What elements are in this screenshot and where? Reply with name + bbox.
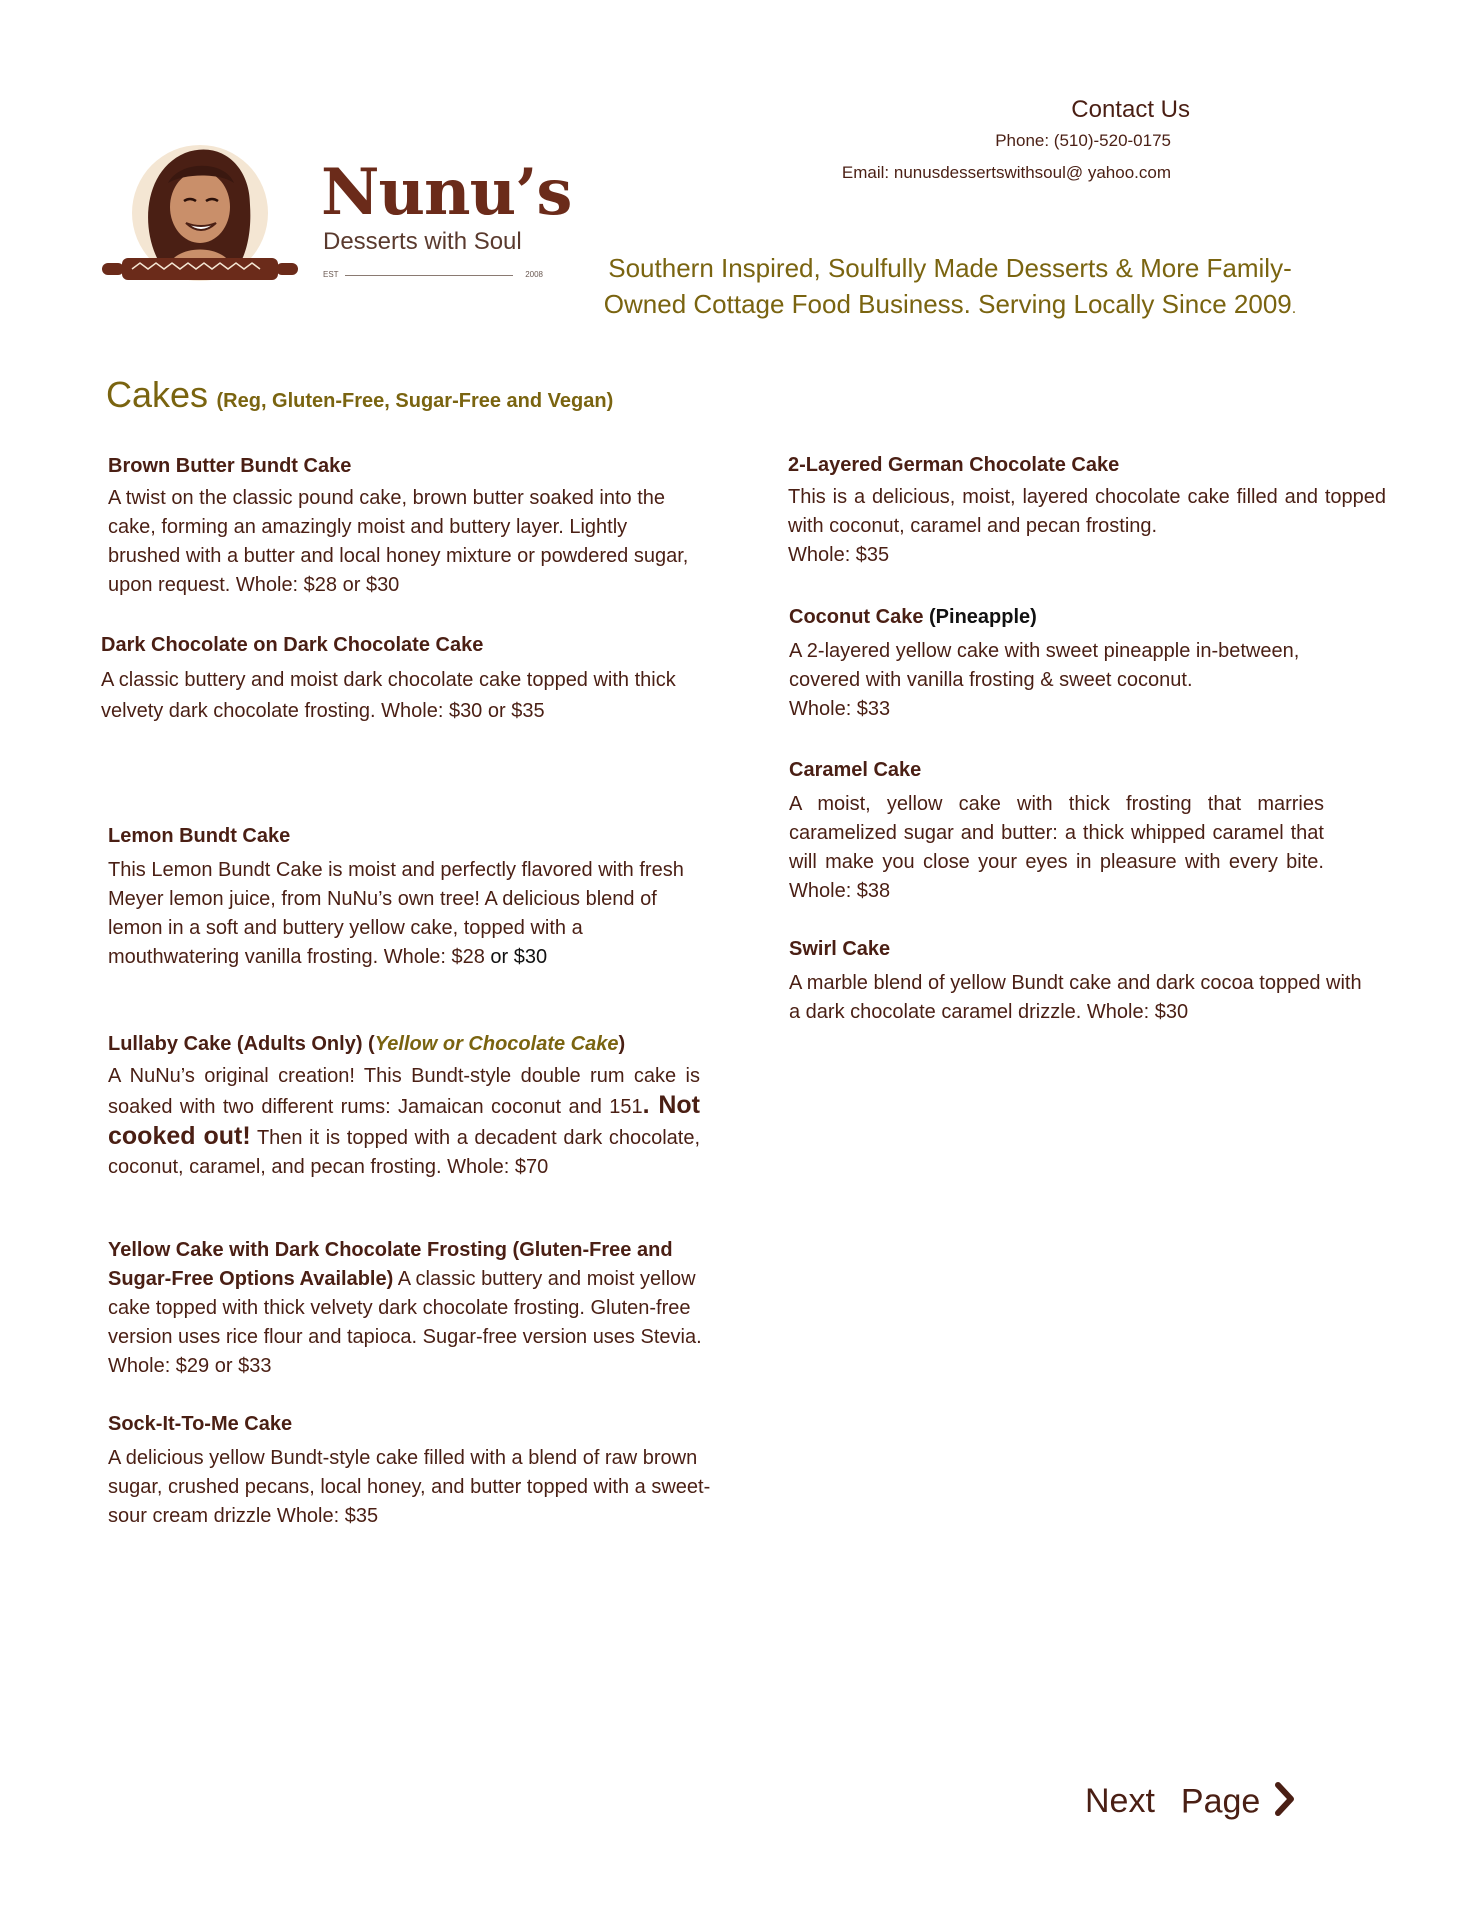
item-name — [108, 1030, 708, 1059]
tagline-line2: Owned Cottage Food Business. Serving Locally Since 2009 — [603, 289, 1292, 319]
section-subtitle: (Reg, Gluten-Free, Sugar-Free and Vegan) — [216, 390, 614, 412]
menu-item-lemon — [108, 822, 708, 972]
item-name: Caramel Cake — [789, 759, 922, 781]
item-name: Lemon Bundt Cake — [108, 825, 291, 847]
tagline-line1: Southern Inspired, Soulfully Made Desserts & More Family- — [608, 253, 1292, 283]
item-name — [789, 603, 1389, 632]
item-name: Yellow Cake with Dark Chocolate Frosting (Gluten-Free and Sugar-Free Options Available) — [108, 1239, 673, 1290]
section-heading — [106, 374, 613, 416]
item-description: A delicious yellow Bundt-style cake filled with a blend of raw brown sugar, crushed pecans, local honey, and butter topped with a sweet-sour cream drizzle Whole: $35 — [108, 1447, 711, 1527]
item-description-text: This Lemon Bundt Cake is moist and perfectly flavored with fresh Meyer lemon juice, from NuNu’s own tree! A delicious blend of lemon in a soft and buttery yellow cake, topped with a mouthwatering vanilla frosting. Whole: $28 — [108, 859, 684, 968]
brand-subtitle: Desserts with Soul — [323, 228, 522, 255]
tagline-period: . — [1291, 300, 1297, 317]
next-label: Next — [1085, 1782, 1155, 1821]
menu-item-caramel — [789, 756, 1349, 906]
next-page-link[interactable] — [1085, 1782, 1296, 1825]
menu-item-german-chocolate — [788, 451, 1388, 570]
item-description: A twist on the classic pound cake, brown butter soaked into the cake, forming an amazingly moist and buttery layer. Lightly brushed with a butter and local honey mixture or powdered sugar, upon request. Whole: $28 or $30 — [108, 487, 689, 596]
item-description — [108, 1062, 700, 1182]
brand-name: Nunu’s — [321, 155, 572, 230]
item-description: This is a delicious, moist, layered chocolate cake filled and topped with coconut, caramel and pecan frosting. — [788, 486, 1386, 537]
item-name-text: Coconut Cake — [789, 606, 924, 628]
item-description: A classic buttery and moist yellow cake topped with thick velvety dark chocolate frosting. Gluten-free version uses rice flour and tapioca. Sugar-free version uses Stevia. Whole: $29 or $33 — [108, 1268, 702, 1377]
menu-item-swirl — [789, 935, 1389, 1027]
tagline — [580, 250, 1320, 327]
portrait-with-rolling-pin-icon — [100, 135, 300, 295]
item-description: A moist, yellow cake with thick frosting that marries caramelized sugar and butter: a thick whipped caramel that will make you close your eyes in pleasure with every bite. Whole: $38 — [789, 793, 1324, 902]
item-name-option: Yellow or Chocolate Cake — [374, 1033, 619, 1055]
menu-item-brown-butter — [108, 452, 708, 600]
menu-item-dark-chocolate — [101, 631, 711, 727]
item-price: Whole: $33 — [789, 698, 891, 720]
item-name: 2-Layered German Chocolate Cake — [788, 454, 1120, 476]
contact-title: Contact Us — [1071, 96, 1190, 123]
menu-item-sock-it-to-me — [108, 1410, 718, 1531]
item-price-tail: or $30 — [484, 946, 548, 968]
menu-item-yellow-cake — [108, 1236, 708, 1381]
item-price: Whole: $35 — [788, 544, 890, 566]
item-description: A classic buttery and moist dark chocolate cake topped with thick velvety dark chocolate frosting. Whole: $30 or $35 — [101, 669, 676, 722]
item-name: Sock-It-To-Me Cake — [108, 1413, 293, 1435]
item-description-emphasis: . Not cooked out! — [108, 1091, 701, 1150]
item-description: A marble blend of yellow Bundt cake and dark cocoa topped with a dark chocolate caramel drizzle. Whole: $30 — [789, 972, 1362, 1023]
item-name: Swirl Cake — [789, 938, 891, 960]
logo-portrait — [100, 135, 300, 295]
menu-item-coconut — [789, 603, 1389, 724]
item-name: Dark Chocolate on Dark Chocolate Cake — [101, 634, 484, 656]
contact-email: Email: nunusdessertswithsoul@ yahoo.com — [841, 163, 1171, 182]
item-name: Brown Butter Bundt Cake — [108, 455, 352, 477]
chevron-right-icon — [1274, 1782, 1296, 1825]
item-name-text: Lullaby Cake (Adults Only) ( — [108, 1033, 375, 1055]
item-description-a: A NuNu’s original creation! This Bundt-style double rum cake is soaked with two different rums: Jamaican coconut and 151 — [108, 1065, 700, 1118]
item-description-b: Then it is topped with a decadent dark chocolate, coconut, caramel, and pecan frosting. Whole: $70 — [108, 1127, 700, 1178]
brand-established — [323, 265, 543, 285]
item-description — [108, 856, 703, 972]
item-description: A 2-layered yellow cake with sweet pineapple in-between, covered with vanilla frosting & sweet coconut. — [789, 640, 1300, 691]
est-label: EST — [323, 270, 339, 279]
item-name-extra: (Pineapple) — [923, 606, 1037, 628]
est-divider — [345, 275, 513, 276]
contact-phone: Phone: (510)-520-0175 — [995, 131, 1171, 150]
est-year: 2008 — [525, 270, 543, 279]
menu-item-lullaby — [108, 1030, 708, 1182]
section-title: Cakes — [106, 374, 209, 415]
page-label: Page — [1180, 1782, 1261, 1821]
item-name-close: ) — [618, 1033, 626, 1055]
